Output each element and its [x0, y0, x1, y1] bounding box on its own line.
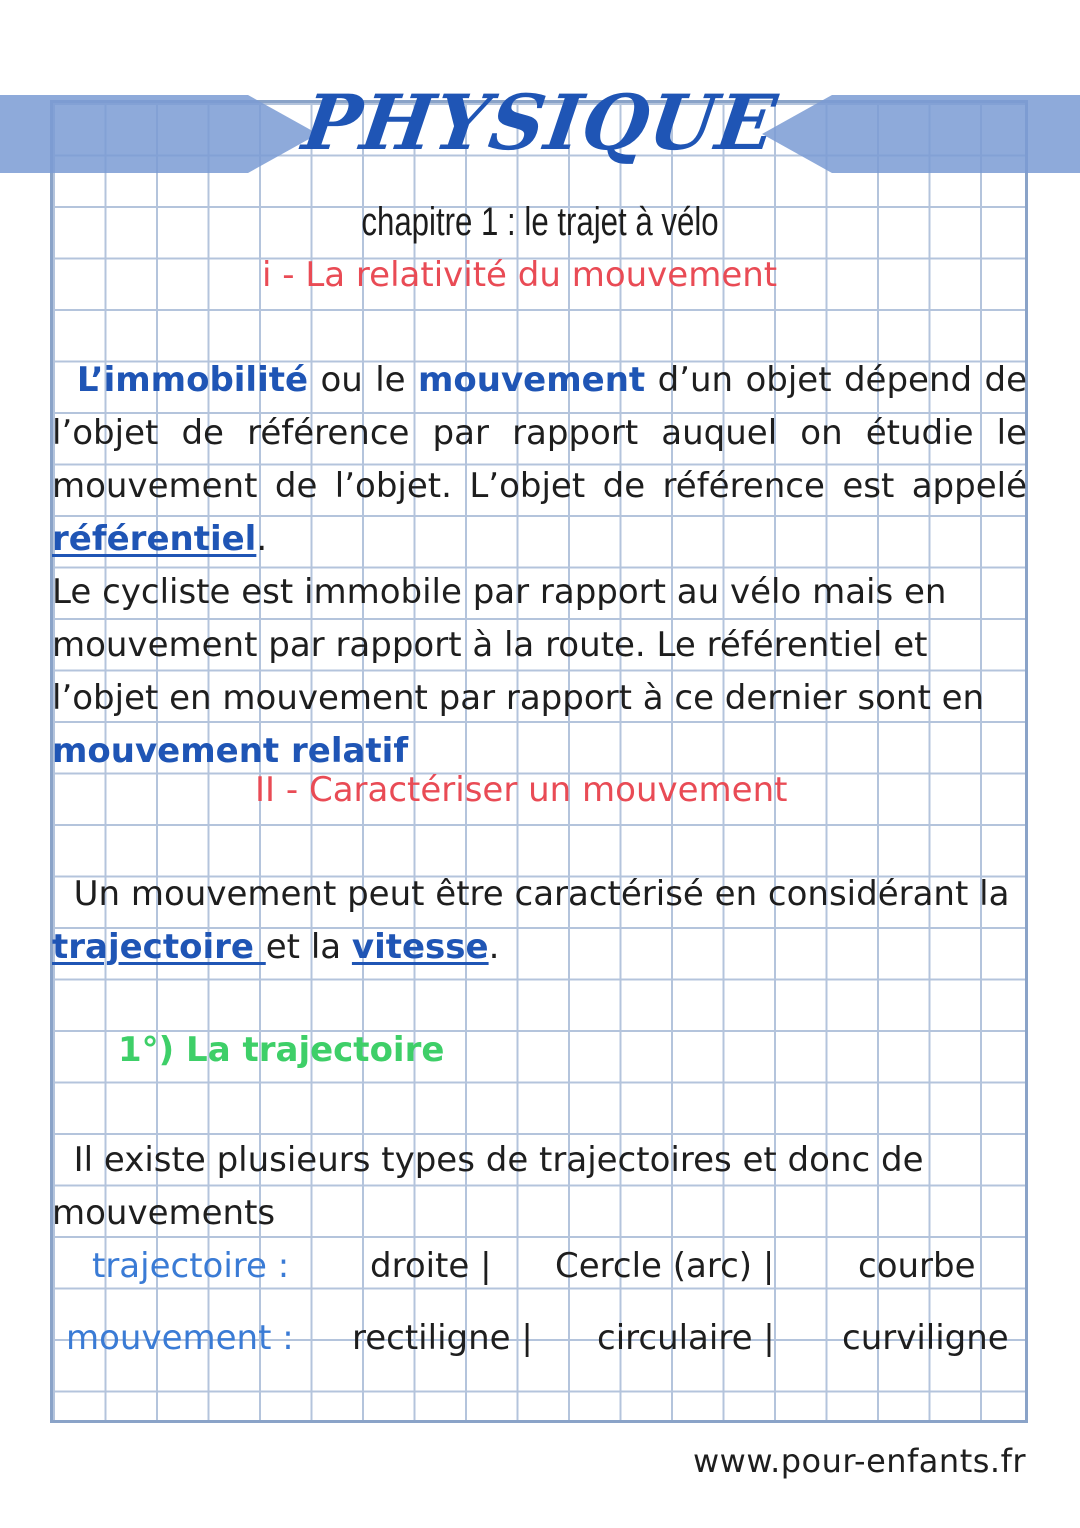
subsection-heading: 1°) La trajectoire: [118, 1030, 445, 1070]
section-1-number: i -: [262, 255, 306, 295]
text-fragment: et la: [265, 927, 352, 967]
section-1-heading: [262, 255, 777, 295]
cell-courbe: courbe: [858, 1246, 976, 1286]
term-mouvement-relatif: mouvement relatif: [52, 731, 409, 771]
section-2-paragraph-2: [52, 1134, 992, 1240]
section-2-number: II -: [255, 770, 309, 810]
text-fragment: Le cycliste est immobile par rapport au vélo mais en mouvement par rapport à la route. Le référentiel et l’objet en mouvement par rapport à ce dernier sont en: [52, 572, 985, 718]
chapter-title: chapitre 1 : le trajet à vélo: [361, 200, 719, 244]
table-row-trajectoire: [0, 1246, 1080, 1296]
term-vitesse: vitesse: [351, 927, 489, 967]
section-1-paragraph-1: [52, 354, 1027, 566]
term-referentiel: référentiel: [52, 519, 257, 559]
cell-curviligne: curviligne: [842, 1318, 1009, 1358]
cell-circulaire: circulaire |: [597, 1318, 775, 1358]
text-fragment: Il existe plusieurs types de trajectoires et donc de mouvements: [52, 1140, 924, 1233]
term-mouvement: mouvement: [418, 360, 646, 400]
text-fragment: Un mouvement peut être caractérisé en considérant la: [73, 874, 1010, 914]
section-1-paragraph-2: [52, 566, 1002, 778]
text-fragment: d’un objet dépend de l’objet de référence par rapport auquel on étudie le mouvement de l’objet. L’objet de référence est appelé: [52, 360, 1027, 506]
section-2-title: Caractériser un mouvement: [308, 770, 788, 810]
section-2-heading: [255, 770, 787, 810]
text-fragment: .: [256, 519, 268, 559]
table-row-mouvement: [0, 1318, 1080, 1368]
text-fragment: ou le: [308, 360, 418, 400]
section-2-paragraph-1: [52, 868, 1027, 974]
cell-rectiligne: rectiligne |: [352, 1318, 533, 1358]
section-1-title: La relativité du mouvement: [305, 255, 778, 295]
row-label: trajectoire :: [92, 1246, 290, 1286]
row-label: mouvement :: [66, 1318, 294, 1358]
cell-droite: droite |: [370, 1246, 492, 1286]
term-immobilite: L’immobilité: [76, 360, 309, 400]
term-trajectoire: trajectoire: [52, 927, 266, 967]
cell-cercle: Cercle (arc) |: [555, 1246, 775, 1286]
text-fragment: .: [488, 927, 500, 967]
page-title: PHYSIQUE: [297, 78, 783, 167]
footer-url: www.pour-enfants.fr: [692, 1442, 1026, 1480]
